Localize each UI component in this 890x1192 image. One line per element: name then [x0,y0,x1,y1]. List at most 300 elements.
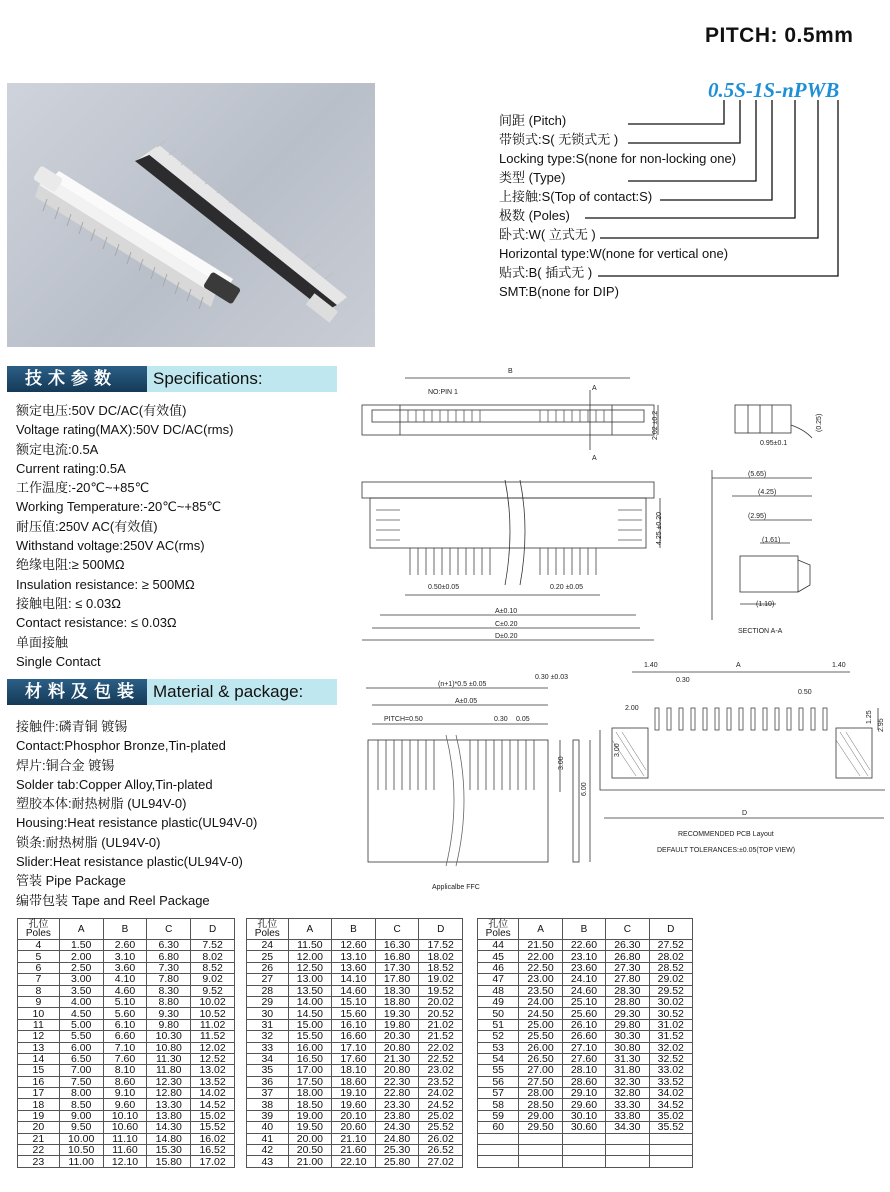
table-cell: 14.52 [191,1099,235,1110]
table-row [18,1042,235,1053]
table-cell: 12.60 [332,940,376,951]
table-cell: 22.00 [519,951,562,962]
material-item: 编带包装 Tape and Reel Package [16,892,210,908]
table-cell: 11.80 [147,1065,191,1076]
pcb-2-95: 2.95 [878,718,885,732]
poles-table-1 [17,918,235,1168]
table-cell: 16.60 [332,1031,376,1042]
table-cell: 30 [247,1008,289,1019]
table-cell: 20.30 [375,1031,419,1042]
table-cell: 13.80 [147,1110,191,1121]
table-cell: 9.30 [147,1008,191,1019]
spec-item: Current rating:0.5A [16,460,126,476]
dim-a-010: A±0.10 [495,608,518,615]
poles-header-cn: 孔位 [257,919,278,930]
table-cell: 22.30 [375,1076,419,1087]
table-cell [562,1145,605,1156]
table-cell: 12.10 [103,1156,147,1167]
table-cell: 29.30 [606,1008,649,1019]
table-cell: 20.00 [288,1133,332,1144]
table-cell: 16.52 [191,1145,235,1156]
table-cell: 31.80 [606,1065,649,1076]
table-cell: 15.10 [332,996,376,1007]
table-cell: 58 [478,1099,519,1110]
table-cell: 29.80 [606,1019,649,1030]
table-cell: 14.80 [147,1133,191,1144]
table-cell: 24.60 [562,985,605,996]
table-cell: 28.60 [562,1076,605,1087]
table-cell: 37 [247,1088,289,1099]
table-row [247,1031,463,1042]
table-cell: 28.50 [519,1099,562,1110]
table-cell: 56 [478,1076,519,1087]
table-row [478,996,693,1007]
table-cell: 33.80 [606,1110,649,1121]
table-cell: 17.50 [288,1076,332,1087]
table-cell: 20 [18,1122,60,1133]
table-cell: 7.80 [147,974,191,985]
table-cell: 11 [18,1019,60,1030]
table-cell: 21.50 [519,940,562,951]
table-cell: 9 [18,996,60,1007]
table-cell: 22.10 [332,1156,376,1167]
material-item: 锁条:耐热树脂 (UL94V-0) [16,834,161,850]
table-cell: 31.52 [649,1031,692,1042]
table-cell: 11.50 [288,940,332,951]
table-cell: 16.00 [288,1042,332,1053]
dim-nopin: NO:PIN 1 [428,389,458,396]
table-cell: 41 [247,1133,289,1144]
table-cell: 34.30 [606,1122,649,1133]
table-cell: 34 [247,1053,289,1064]
table-cell: 21.60 [332,1145,376,1156]
table-cell: 17.30 [375,962,419,973]
table-cell: 8.10 [103,1065,147,1076]
col-c-header: C [375,919,419,940]
table-cell: 18.50 [288,1099,332,1110]
poles-header [18,919,60,940]
table-cell: 33 [247,1042,289,1053]
table-cell: 21.10 [332,1133,376,1144]
table-cell: 39 [247,1110,289,1121]
table-row [18,940,235,951]
table-cell: 19.52 [419,985,463,996]
table-cell: 7.10 [103,1042,147,1053]
col-b-header: B [332,919,376,940]
table-row [478,962,693,973]
dim-2-95: (2.95) [748,513,767,520]
table-row [247,1008,463,1019]
table-row [247,974,463,985]
table-cell: 10.50 [59,1145,103,1156]
table-cell [562,1133,605,1144]
table-cell: 7 [18,974,60,985]
table-row [18,1053,235,1064]
pn-horizontal-en: Horizontal type:W(none for vertical one) [499,246,729,261]
table-cell: 27.80 [606,974,649,985]
table-row [478,1099,693,1110]
table-cell: 11.60 [103,1145,147,1156]
dim-0-20: 0.20 ±0.05 [550,584,584,591]
table-row [478,1076,693,1087]
table-cell: 17.60 [332,1053,376,1064]
table-cell: 11.52 [191,1031,235,1042]
table-cell: 11.10 [103,1133,147,1144]
table-cell: 10.02 [191,996,235,1007]
table-cell: 27 [247,974,289,985]
col-d-header: D [649,919,692,940]
table-row [478,985,693,996]
table-cell: 18.80 [375,996,419,1007]
table-cell [649,1133,692,1144]
table-cell: 14.60 [332,985,376,996]
table-cell: 23.50 [519,985,562,996]
table-cell: 28.02 [649,951,692,962]
table-cell [649,1145,692,1156]
table-cell: 12.50 [288,962,332,973]
table-cell: 34.02 [649,1088,692,1099]
poles-header [478,919,519,940]
table-cell: 29.52 [649,985,692,996]
table-cell: 6.80 [147,951,191,962]
table-cell [649,1156,692,1167]
table-row [18,1065,235,1076]
table-cell: 21 [18,1133,60,1144]
table-row [18,1076,235,1087]
table-cell: 19.50 [288,1122,332,1133]
table-cell: 50 [478,1008,519,1019]
table-cell: 14.10 [332,974,376,985]
specifications-title-cn: 技术参数 [7,366,147,392]
table-cell: 7.52 [191,940,235,951]
part-number-code: 0.5S-1S-nPWB [708,78,840,102]
table-cell: 23.52 [419,1076,463,1087]
table-cell: 4.00 [59,996,103,1007]
pn-locking-cn: 带锁式:S( 无锁式无 ) [499,132,619,147]
pcb-caption: RECOMMENDED PCB Layout [678,831,774,838]
table-cell: 7.60 [103,1053,147,1064]
table-cell: 18.30 [375,985,419,996]
table-cell: 54 [478,1053,519,1064]
table-cell: 29.60 [562,1099,605,1110]
table-cell: 30.30 [606,1031,649,1042]
table-cell: 5.00 [59,1019,103,1030]
table-cell: 38 [247,1099,289,1110]
table-cell: 5.10 [103,996,147,1007]
table-row [18,962,235,973]
table-cell: 16.80 [375,951,419,962]
dim-pitch: PITCH=0.50 [384,716,423,723]
table-cell: 12.52 [191,1053,235,1064]
table-cell: 15.00 [288,1019,332,1030]
spec-item: 工作温度:-20℃~+85℃ [16,480,150,496]
table-cell: 6.10 [103,1019,147,1030]
dim-ffc-030: 0.30 [494,716,508,723]
table-cell: 26 [247,962,289,973]
table-cell: 12.02 [191,1042,235,1053]
table-cell: 22.52 [419,1053,463,1064]
table-cell: 18.52 [419,962,463,973]
table-cell: 48 [478,985,519,996]
table-cell: 3.50 [59,985,103,996]
table-cell: 14.02 [191,1088,235,1099]
table-cell: 8.02 [191,951,235,962]
table-cell: 14.30 [147,1122,191,1133]
table-cell: 35 [247,1065,289,1076]
table-cell: 11.00 [59,1156,103,1167]
table-cell [478,1156,519,1167]
table-cell: 13.02 [191,1065,235,1076]
table-cell: 26.02 [419,1133,463,1144]
table-row [247,1019,463,1030]
table-cell: 29.00 [519,1110,562,1121]
table-cell: 32.80 [606,1088,649,1099]
table-cell: 1.50 [59,940,103,951]
table-row [478,1019,693,1030]
table-cell: 22.02 [419,1042,463,1053]
table-cell: 30.60 [562,1122,605,1133]
table-cell: 8.30 [147,985,191,996]
table-cell: 25.30 [375,1145,419,1156]
table-cell: 18 [18,1099,60,1110]
pcb-d: D [742,810,748,817]
table-cell: 3.60 [103,962,147,973]
table-cell: 19.60 [332,1099,376,1110]
dim-ffc-600: 6.00 [581,782,588,796]
table-cell: 22.60 [562,940,605,951]
table-cell: 2.00 [59,951,103,962]
table-row [18,1099,235,1110]
table-cell: 13.30 [147,1099,191,1110]
table-row [478,1042,693,1053]
table-cell: 5 [18,951,60,962]
table-cell: 6.00 [59,1042,103,1053]
table-cell: 23.60 [562,962,605,973]
table-cell: 27.50 [519,1076,562,1087]
table-cell: 10 [18,1008,60,1019]
table-row [247,996,463,1007]
table-cell: 32 [247,1031,289,1042]
table-cell: 31.30 [606,1053,649,1064]
table-cell: 21.52 [419,1031,463,1042]
table-cell: 42 [247,1145,289,1156]
table-cell: 10.52 [191,1008,235,1019]
table-cell: 24.80 [375,1133,419,1144]
spec-item: Single Contact [16,653,101,669]
pcb-1-40-left: 1.40 [644,662,658,669]
poles-header-cn: 孔位 [28,919,49,930]
table-cell: 25.80 [375,1156,419,1167]
col-b-header: B [103,919,147,940]
table-cell: 15.30 [147,1145,191,1156]
table-cell: 10.60 [103,1122,147,1133]
pcb-1-25: 1.25 [866,710,873,724]
table-cell: 14.00 [288,996,332,1007]
table-row [18,1133,235,1144]
table-cell: 29 [247,996,289,1007]
table-cell: 23.30 [375,1099,419,1110]
table-cell: 6 [18,962,60,973]
table-cell: 17.52 [419,940,463,951]
table-cell: 8.80 [147,996,191,1007]
table-cell: 20.52 [419,1008,463,1019]
table-cell: 17.80 [375,974,419,985]
table-row [247,1076,463,1087]
table-row [247,1156,463,1167]
table-cell: 18.02 [419,951,463,962]
table-cell: 16.30 [375,940,419,951]
poles-header-cn: 孔位 [488,919,509,930]
dim-0-95: 0.95±0.1 [760,440,788,447]
table-cell: 27.02 [419,1156,463,1167]
table-cell: 33.52 [649,1076,692,1087]
poles-table-2 [246,918,463,1168]
pcb-0-50: 0.50 [798,689,812,696]
table-cell: 31 [247,1019,289,1030]
pcb-3-00: 3.00 [614,743,621,757]
table-cell: 22.80 [375,1088,419,1099]
table-cell: 17.02 [191,1156,235,1167]
table-cell: 25 [247,951,289,962]
table-cell: 13.60 [332,962,376,973]
table-cell: 23 [18,1156,60,1167]
table-cell: 9.02 [191,974,235,985]
table-cell: 23.80 [375,1110,419,1121]
table-cell: 20.02 [419,996,463,1007]
table-cell: 7.50 [59,1076,103,1087]
table-row [478,951,693,962]
table-cell: 13.52 [191,1076,235,1087]
table-row [247,985,463,996]
table-cell [519,1133,562,1144]
poles-table-3 [477,918,693,1168]
table-row [247,1133,463,1144]
table-cell: 12.30 [147,1076,191,1087]
table-cell: 52 [478,1031,519,1042]
table-cell: 12 [18,1031,60,1042]
table-cell: 15 [18,1065,60,1076]
table-cell: 8.52 [191,962,235,973]
table-cell: 8.00 [59,1088,103,1099]
table-cell: 30.80 [606,1042,649,1053]
table-cell: 16.50 [288,1053,332,1064]
table-cell: 18.60 [332,1076,376,1087]
table-cell: 22 [18,1145,60,1156]
table-cell: 59 [478,1110,519,1121]
spec-item: Voltage rating(MAX):50V DC/AC(rms) [16,422,234,438]
table-cell: 10.80 [147,1042,191,1053]
table-cell: 27.10 [562,1042,605,1053]
table-cell: 15.60 [332,1008,376,1019]
table-row [18,1145,235,1156]
table-cell: 18.00 [288,1088,332,1099]
table-cell: 24.02 [419,1088,463,1099]
table-cell: 5.60 [103,1008,147,1019]
dim-4-25-height: 4.25 ±0.20 [656,511,663,545]
dim-0-25: (0.25) [816,413,823,432]
table-cell: 19.10 [332,1088,376,1099]
material-item: 管装 Pipe Package [16,873,126,889]
table-row [18,1122,235,1133]
table-cell: 29.10 [562,1088,605,1099]
col-c-header: C [147,919,191,940]
table-row [18,951,235,962]
table-header-row [478,919,693,940]
material-title-cn: 材料及包装 [7,679,147,705]
table-row [478,1133,693,1144]
material-item: 接触件:磷青铜 镀锡 [16,719,128,734]
pn-horizontal-cn: 卧式:W( 立式无 ) [499,227,596,242]
table-cell: 26.80 [606,951,649,962]
table-cell: 26.00 [519,1042,562,1053]
table-row [247,1042,463,1053]
pn-poles-label: 极数 (Poles) [499,208,570,223]
table-cell: 46 [478,962,519,973]
table-cell: 12.80 [147,1088,191,1099]
table-cell: 27.52 [649,940,692,951]
table-cell: 43 [247,1156,289,1167]
table-cell [519,1156,562,1167]
dim-5-65: (5.65) [748,471,767,478]
pn-smt-cn: 贴式:B( 插式无 ) [499,265,593,280]
table-cell: 10.30 [147,1031,191,1042]
spec-item: Working Temperature:-20℃~+85℃ [16,499,222,515]
table-cell [519,1145,562,1156]
table-cell: 33.30 [606,1099,649,1110]
table-cell: 20.80 [375,1065,419,1076]
spec-item: 额定电压:50V DC/AC(有效值) [16,403,187,418]
table-row [18,1088,235,1099]
table-cell: 57 [478,1088,519,1099]
table-cell: 32.52 [649,1053,692,1064]
table-cell: 28.80 [606,996,649,1007]
table-cell: 9.80 [147,1019,191,1030]
material-item: Solder tab:Copper Alloy,Tin-plated [16,776,213,792]
pitch-heading: PITCH: 0.5mm [705,24,854,47]
table-cell [606,1145,649,1156]
table-cell: 25.50 [519,1031,562,1042]
dim-ffc-300: 3.00 [558,756,565,770]
table-cell [478,1145,519,1156]
dim-4-25: (4.25) [758,489,777,496]
poles-header-en: Poles [485,928,511,939]
table-cell: 18.10 [332,1065,376,1076]
table-cell: 12.00 [288,951,332,962]
table-cell: 3.10 [103,951,147,962]
table-cell: 15.02 [191,1110,235,1121]
table-cell: 27.60 [562,1053,605,1064]
table-row [247,1099,463,1110]
table-cell: 11.02 [191,1019,235,1030]
table-cell: 8.50 [59,1099,103,1110]
table-cell: 27.30 [606,962,649,973]
table-cell: 30.02 [649,996,692,1007]
poles-header [247,919,289,940]
table-row [18,1156,235,1167]
table-cell: 4.60 [103,985,147,996]
specifications-title-en: Specifications: [147,366,337,392]
table-row [478,1008,693,1019]
table-cell: 28.10 [562,1065,605,1076]
table-cell: 25.10 [562,996,605,1007]
table-row [247,1122,463,1133]
table-row [478,1145,693,1156]
table-cell: 9.52 [191,985,235,996]
dim-b: B [508,368,513,375]
table-cell: 14.50 [288,1008,332,1019]
table-cell: 13.10 [332,951,376,962]
table-cell: 35.02 [649,1110,692,1121]
